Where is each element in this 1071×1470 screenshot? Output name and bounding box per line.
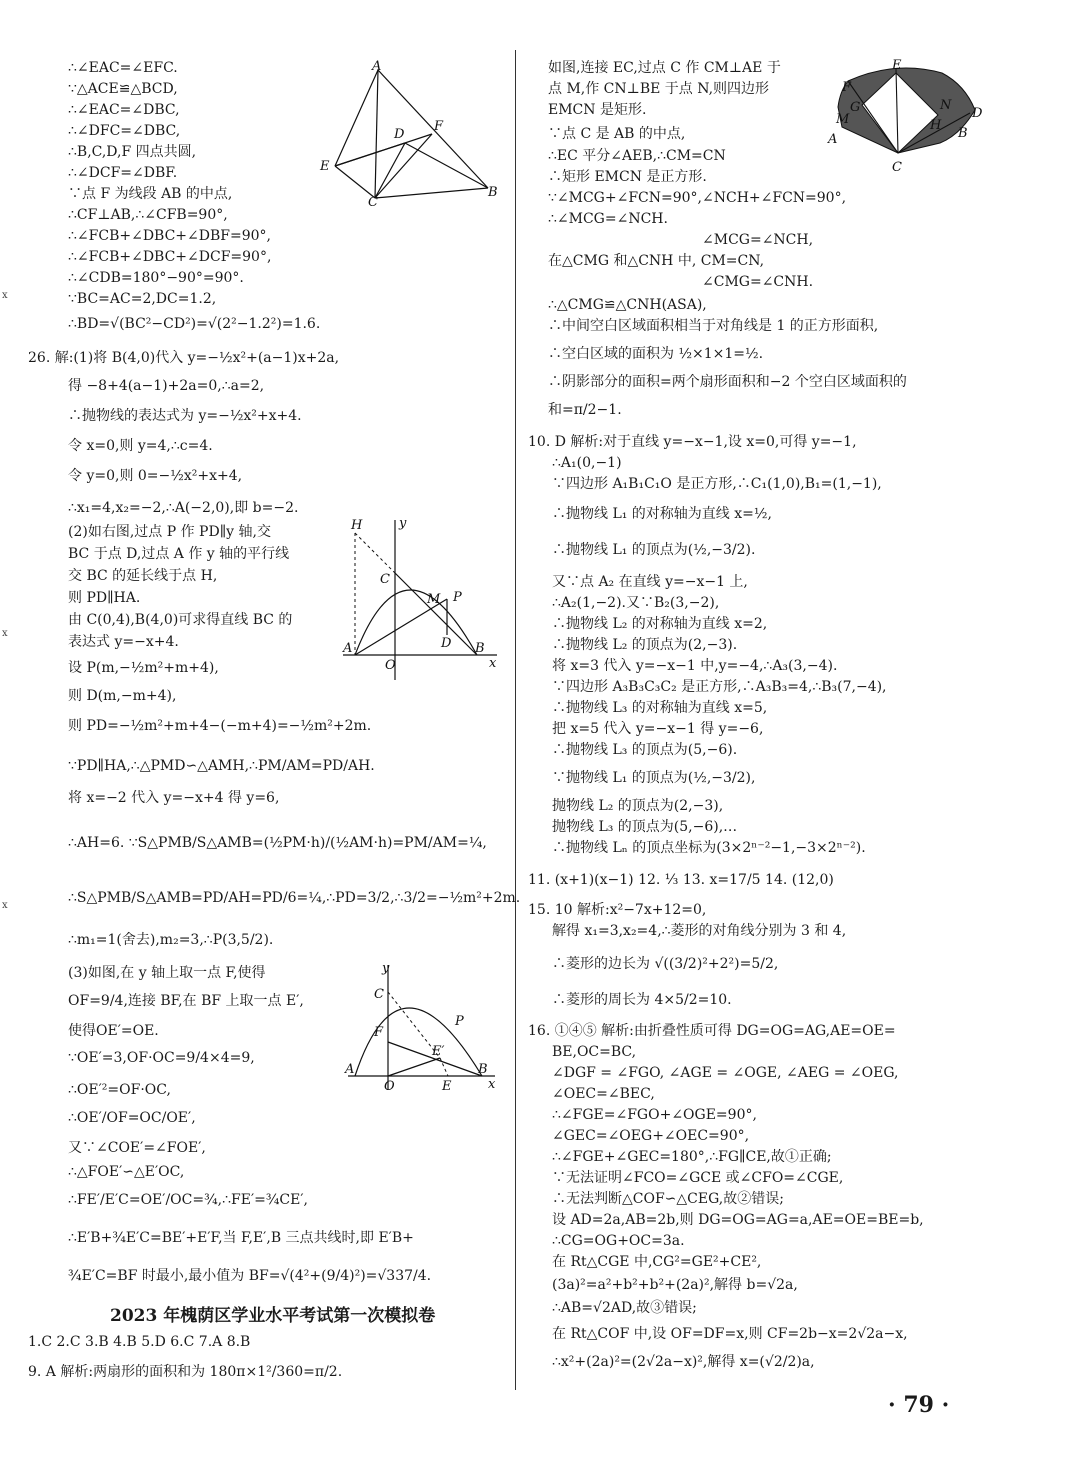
text-line: 15. 10 解析:x²−7x+12=0, — [528, 902, 707, 918]
text-line: ∴抛物线 L₁ 的顶点为(½,−3/2). — [552, 542, 756, 558]
text-line: ∵∠MCG+∠FCN=90°,∠NCH+∠FCN=90°, — [548, 190, 847, 206]
text-line: ∴OE′/OF=OC/OE′, — [68, 1110, 196, 1126]
label-M: M — [836, 112, 850, 127]
text-line: 又∵∠COE′=∠FOE′, — [68, 1140, 206, 1156]
text-line: ∴BD=√(BC²−CD²)=√(2²−1.2²)=1.6. — [68, 316, 321, 332]
text-line: ∴EC 平分∠AEB,∴CM=CN — [548, 148, 726, 164]
label-F: F — [842, 80, 852, 95]
text-line: 如图,连接 EC,过点 C 作 CM⊥AE 于 — [548, 60, 781, 76]
text-line: ∴菱形的周长为 4×5/2=10. — [552, 992, 732, 1008]
text-line: ∵OE′=3,OF·OC=9/4×4=9, — [68, 1050, 255, 1066]
text-line: ∴抛物线 Lₙ 的顶点坐标为(3×2ⁿ⁻²−1,−3×2ⁿ⁻²). — [552, 840, 866, 856]
text-line: 则 PD=−½m²+m+4−(−m+4)=−½m²+2m. — [68, 718, 372, 734]
text-line: 在△CMG 和△CNH 中, CM=CN, — [548, 253, 765, 269]
label-F: F — [434, 119, 444, 134]
text-line: 设 P(m,−½m²+m+4), — [68, 660, 219, 676]
text-line: ∴AH=6. ∵S△PMB/S△AMB=(½PM·h)/(½AM·h)=PM/AM=¼, — [68, 835, 487, 851]
text-line: 26. 解:(1)将 B(4,0)代入 y=−½x²+(a−1)x+2a, — [28, 350, 340, 366]
figure-sectors — [820, 55, 995, 180]
text-line: ∴x²+(2a)²=(2√2a−x)²,解得 x=(√2/2)a, — [552, 1354, 815, 1370]
text-line: ∠CMG=∠CNH. — [702, 274, 814, 290]
label-N: N — [940, 98, 952, 113]
figure-parabola-2 — [340, 960, 505, 1100]
label-O: O — [385, 658, 396, 673]
text-line: ∴空白区域的面积为 ½×1×1=½. — [548, 346, 764, 362]
text-line: BE,OC=BC, — [552, 1044, 637, 1060]
text-line: ∴抛物线 L₂ 的对称轴为直线 x=2, — [552, 616, 768, 632]
text-line: ∴菱形的边长为 √((3/2)²+2²)=5/2, — [552, 956, 779, 972]
text-line: ∴中间空白区域面积相当于对角线是 1 的正方形面积, — [548, 318, 879, 334]
text-line: ∴FE′/E′C=OE′/OC=¾,∴FE′=¾CE′, — [68, 1192, 308, 1208]
text-line: ¾E′C=BF 时最小,最小值为 BF=√(4²+(9/4)²)=√337/4. — [68, 1268, 432, 1284]
label-C: C — [374, 987, 384, 1002]
text-line: ∴抛物线 L₃ 的顶点为(5,−6). — [552, 742, 738, 758]
text-line: 和=π/2−1. — [548, 402, 622, 418]
label-B: B — [475, 641, 485, 656]
text-line: ∴∠FCB+∠DBC+∠DBF=90°, — [68, 228, 271, 244]
text-line: 设 AD=2a,AB=2b,则 DG=OG=AG=a,AE=OE=BE=b, — [552, 1212, 924, 1228]
text-line: ∴x₁=4,x₂=−2,∴A(−2,0),即 b=−2. — [68, 500, 299, 516]
text-line: ∴S△PMB/S△AMB=PD/AH=PD/6=¼,∴PD=3/2,∴3/2=−½m²+2m. — [68, 890, 521, 906]
label-E-prime: E′ — [432, 1044, 445, 1059]
label-B: B — [488, 185, 498, 200]
label-D: D — [394, 127, 405, 142]
text-line: 由 C(0,4),B(4,0)可求得直线 BC 的 — [68, 612, 293, 628]
text-line: ∴矩形 EMCN 是正方形. — [548, 169, 707, 185]
text-line: ∴CG=OG+OC=3a. — [552, 1233, 685, 1249]
label-A: A — [343, 641, 353, 656]
text-line: ∴∠DCF=∠DBF. — [68, 165, 178, 181]
text-line: 抛物线 L₂ 的顶点为(2,−3), — [552, 798, 724, 814]
text-line: EMCN 是矩形. — [548, 102, 647, 118]
text-line: (3)如图,在 y 轴上取一点 F,使得 — [68, 965, 266, 981]
margin-mark: x — [2, 628, 8, 639]
figure-parabola-1 — [335, 515, 505, 685]
text-line: 交 BC 的延长线于点 H, — [68, 568, 218, 584]
label-P: P — [455, 1014, 464, 1029]
label-x: x — [488, 1077, 496, 1092]
text-line: 表达式 y=−x+4. — [68, 634, 179, 650]
text-line: ∴A₁(0,−1) — [552, 455, 622, 471]
text-line: 16. ①④⑤ 解析:由折叠性质可得 DG=OG=AG,AE=OE= — [528, 1023, 896, 1039]
text-line: 把 x=5 代入 y=−x−1 得 y=−6, — [552, 721, 764, 737]
text-line: 使得OE′=OE. — [68, 1023, 159, 1039]
text-line: 得 −8+4(a−1)+2a=0,∴a=2, — [68, 378, 265, 394]
text-line: ∴△FOE′∽△E′OC, — [68, 1164, 185, 1180]
text-line: ∵无法证明∠FCO=∠GCE 或∠CFO=∠CGE, — [552, 1170, 844, 1186]
label-C: C — [380, 572, 390, 587]
text-line: 令 y=0,则 0=−½x²+x+4, — [68, 468, 243, 484]
text-line: 10. D 解析:对于直线 y=−x−1,设 x=0,可得 y=−1, — [528, 434, 857, 450]
text-line: 点 M,作 CN⊥BE 于点 N,则四边形 — [548, 81, 770, 97]
text-line: 9. A 解析:两扇形的面积和为 180π×1²/360=π/2. — [28, 1364, 343, 1380]
label-E: E — [442, 1079, 452, 1094]
label-H: H — [930, 118, 942, 133]
text-line: ∴抛物线 L₃ 的对称轴为直线 x=5, — [552, 700, 768, 716]
label-F: F — [374, 1025, 384, 1040]
text-line: ∴A₂(1,−2).又∵B₂(3,−2), — [552, 595, 720, 611]
page-number: · 79 · — [888, 1392, 950, 1418]
text-line: ∵PD∥HA,∴△PMD∽△AMH,∴PM/AM=PD/AH. — [68, 758, 375, 774]
text-line: ∵点 F 为线段 AB 的中点, — [68, 186, 233, 202]
text-line: ∵四边形 A₁B₁C₁O 是正方形,∴C₁(1,0),B₁=(1,−1), — [552, 476, 882, 492]
text-line: OF=9/4,连接 BF,在 BF 上取一点 E′, — [68, 993, 304, 1009]
text-line: ∴∠EAC=∠DBC, — [68, 102, 180, 118]
text-line: 解得 x₁=3,x₂=4,∴菱形的对角线分别为 3 和 4, — [552, 923, 847, 939]
text-line: ∠OEC=∠BEC, — [552, 1086, 655, 1102]
text-line: ∠GEC=∠OEG+∠OEC=90°, — [552, 1128, 750, 1144]
text-line: 将 x=3 代入 y=−x−1 中,y=−4,∴A₃(3,−4). — [552, 658, 838, 674]
label-B: B — [958, 126, 968, 141]
text-line: ∠DGF = ∠FGO, ∠AGE = ∠OGE, ∠AEG = ∠OEG, — [552, 1065, 899, 1081]
label-y: y — [382, 961, 390, 976]
text-line: ∴无法判断△COF∽△CEG,故②错误; — [552, 1191, 784, 1207]
text-line: ∴△CMG≌△CNH(ASA), — [548, 297, 707, 313]
text-line: ∴抛物线 L₂ 的顶点为(2,−3). — [552, 637, 738, 653]
label-x: x — [489, 656, 497, 671]
text-line: ∵BC=AC=2,DC=1.2, — [68, 291, 217, 307]
label-H: H — [351, 518, 363, 533]
label-A: A — [372, 59, 382, 74]
exam-title: 2023 年槐荫区学业水平考试第一次模拟卷 — [110, 1306, 436, 1326]
label-C: C — [892, 160, 902, 175]
label-D: D — [441, 636, 452, 651]
text-line: 1.C 2.C 3.B 4.B 5.D 6.C 7.A 8.B — [28, 1334, 251, 1350]
text-line: ∴∠FGE+∠GEC=180°,∴FG∥CE,故①正确; — [552, 1149, 832, 1165]
label-M: M — [427, 592, 441, 607]
figure-triangle-abc — [310, 58, 510, 208]
text-line: 在 Rt△COF 中,设 OF=DF=x,则 CF=2b−x=2√2a−x, — [552, 1326, 908, 1342]
text-line: 又∵点 A₂ 在直线 y=−x−1 上, — [552, 574, 748, 590]
text-line: 在 Rt△CGE 中,CG²=GE²+CE², — [552, 1254, 762, 1270]
text-line: (2)如右图,过点 P 作 PD∥y 轴,交 — [68, 524, 271, 540]
label-B: B — [478, 1062, 488, 1077]
label-E: E — [892, 58, 902, 73]
text-line: ∴OE′²=OF·OC, — [68, 1082, 171, 1098]
text-line: ∴∠MCG=∠NCH. — [548, 211, 668, 227]
text-line: ∴∠DFC=∠DBC, — [68, 123, 181, 139]
text-line: ∴∠FGE=∠FGO+∠OGE=90°, — [552, 1107, 757, 1123]
text-line: ∴∠FCB+∠DBC+∠DCF=90°, — [68, 249, 272, 265]
text-line: 则 D(m,−m+4), — [68, 688, 177, 704]
text-line: ∴E′B+¾E′C=BE′+E′F,当 F,E′,B 三点共线时,即 E′B+ — [68, 1230, 414, 1246]
label-y: y — [399, 516, 407, 531]
text-line: 令 x=0,则 y=4,∴c=4. — [68, 438, 213, 454]
text-line: ∵四边形 A₃B₃C₃C₂ 是正方形,∴A₃B₃=4,∴B₃(7,−4), — [552, 679, 887, 695]
label-C: C — [368, 195, 378, 208]
text-line: (3a)²=a²+b²+b²+(2a)²,解得 b=√2a, — [552, 1277, 798, 1293]
text-line: ∴m₁=1(舍去),m₂=3,∴P(3,5/2). — [68, 932, 274, 948]
margin-mark: x — [2, 900, 8, 911]
text-line: ∵抛物线 L₁ 的顶点为(½,−3/2), — [552, 770, 756, 786]
text-line: ∴∠CDB=180°−90°=90°. — [68, 270, 244, 286]
text-line: ∵△ACE≌△BCD, — [68, 81, 178, 97]
text-line: BC 于点 D,过点 A 作 y 轴的平行线 — [68, 546, 290, 562]
label-E: E — [320, 159, 330, 174]
label-O: O — [384, 1079, 395, 1094]
text-line: ∴抛物线 L₁ 的对称轴为直线 x=½, — [552, 506, 772, 522]
text-line: ∴AB=√2AD,故③错误; — [552, 1300, 697, 1316]
text-line: 则 PD∥HA. — [68, 590, 141, 606]
text-line: 抛物线 L₃ 的顶点为(5,−6),… — [552, 819, 738, 835]
margin-mark: x — [2, 290, 8, 301]
text-line: ∴B,C,D,F 四点共圆, — [68, 144, 197, 160]
text-line: 将 x=−2 代入 y=−x+4 得 y=6, — [68, 790, 280, 806]
label-G: G — [850, 100, 861, 115]
text-line: ∴阴影部分的面积=两个扇形面积和−2 个空白区域面积的 — [548, 374, 907, 390]
text-line: ∴∠EAC=∠EFC. — [68, 60, 178, 76]
label-D: D — [972, 106, 983, 121]
text-line: ∴抛物线的表达式为 y=−½x²+x+4. — [68, 408, 302, 424]
text-line: ∴CF⊥AB,∴∠CFB=90°, — [68, 207, 228, 223]
text-line: 11. (x+1)(x−1) 12. ⅓ 13. x=17/5 14. (12,0) — [528, 872, 834, 888]
label-A: A — [345, 1062, 355, 1077]
label-A: A — [828, 132, 838, 147]
label-P: P — [453, 590, 462, 605]
text-line: ∵点 C 是 AB 的中点, — [548, 126, 686, 142]
column-divider — [515, 50, 516, 1390]
text-line: ∠MCG=∠NCH, — [702, 232, 814, 248]
